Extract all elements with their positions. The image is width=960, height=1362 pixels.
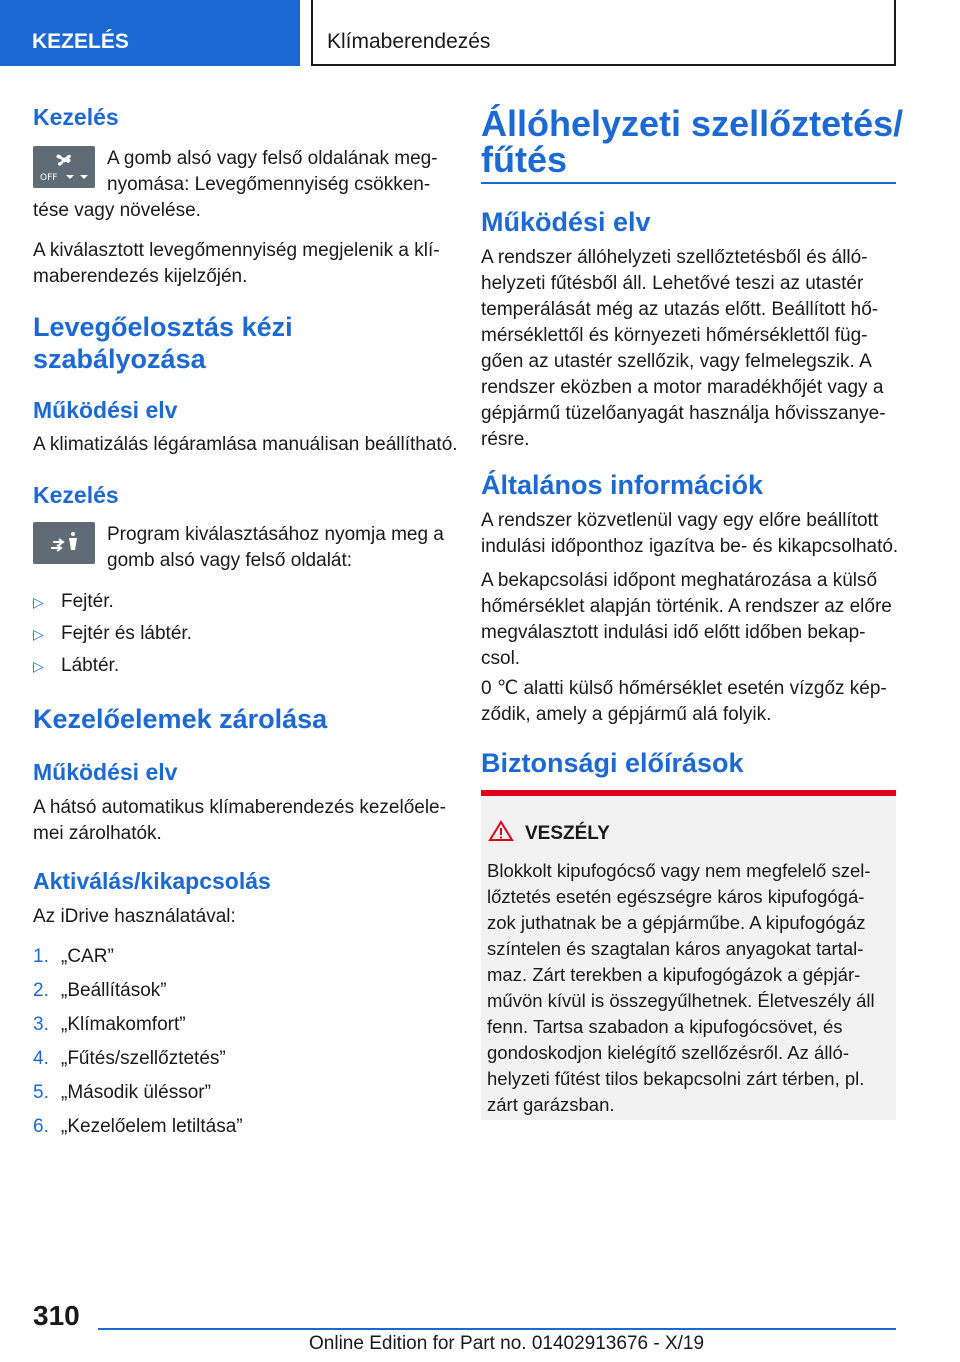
warning-title: VESZÉLY <box>525 823 610 844</box>
heading-rule <box>481 182 896 184</box>
paragraph-line: gépjármű tüzelőanyagát használja hővisszanye- <box>481 403 886 424</box>
kezeles-text-3: tése vagy növelése. <box>33 200 201 221</box>
step-number: 5. <box>33 1082 49 1103</box>
list-item <box>33 944 114 970</box>
paragraph-line: A rendszer közvetlenül vagy egy előre beállított <box>481 510 879 531</box>
heading-mukodesi-elv: Működési elv <box>481 207 651 237</box>
kezeles-text-1: A gomb alsó vagy felső oldalának meg- <box>107 148 438 169</box>
step-number: 3. <box>33 1014 49 1035</box>
kezeles-label-2: Kezelés <box>33 482 119 508</box>
warning-line: Blokkolt kipufogócső vagy nem megfelelő szel- <box>487 860 871 881</box>
kezeles-text-2: nyomása: Levegőmennyiség csökken- <box>107 174 431 195</box>
mukodesi-elv-label-1: Működési elv <box>33 397 178 423</box>
footer-edition: Online Edition for Part no. 01402913676 - X/19 <box>309 1333 705 1354</box>
step-text: „CAR” <box>61 946 114 967</box>
footer-rule <box>98 1328 896 1330</box>
list-item-text: Fejtér és lábtér. <box>61 623 192 644</box>
step-number: 2. <box>33 980 49 1001</box>
warning-line: fenn. Tartsa szabadon a kipufogócsövet, és <box>487 1016 843 1037</box>
main-heading-1: Állóhelyzeti szellőztetés/ <box>481 103 904 144</box>
list-item-text: Fejtér. <box>61 591 114 612</box>
list-item <box>33 978 167 1004</box>
main-heading-2: fűtés <box>481 139 568 180</box>
paragraph-line: hőmérséklet alapján történik. A rendszer az előre <box>481 596 892 617</box>
list-item <box>33 1012 186 1038</box>
step-number: 1. <box>33 946 49 967</box>
header-chapter: Klímaberendezés <box>311 0 896 66</box>
mukodesi-elv-label-2: Működési elv <box>33 759 178 785</box>
paragraph-line: megválasztott indulási idő előtt időben bekap- <box>481 622 866 643</box>
off-text: OFF <box>40 173 58 183</box>
warning-line: helyzeti fűtést tilos bekapcsolni zárt térben, pl. <box>487 1068 865 1089</box>
airflow-icon <box>33 522 95 564</box>
paragraph-line: ződik, amely a gépjármű alá folyik. <box>481 704 772 725</box>
airflow-button-icon <box>33 522 95 564</box>
paragraph-line: temperálását még az utazás előtt. Beállított hő- <box>481 299 879 320</box>
paragraph-line: 0 ℃ alatti külső hőmérséklet esetén vízgőz kép- <box>481 678 887 699</box>
fan-button-icon <box>33 146 95 188</box>
step-text: „Fűtés/szellőztetés” <box>61 1048 226 1069</box>
heading-levegoelosztas-1: Levegőelosztás kézi <box>33 312 293 342</box>
step-number: 4. <box>33 1048 49 1069</box>
paragraph-line: csol. <box>481 648 521 669</box>
warning-line: zok juthatnak be a gépjárműbe. A kipufogógáz <box>487 912 866 933</box>
list-item <box>33 653 119 679</box>
paragraph-line: rendszer eközben a motor maradékhőjét vagy a <box>481 377 884 398</box>
list-item <box>33 1080 211 1106</box>
warning-line: zárt garázsban. <box>487 1094 615 1115</box>
mukodesi-elv-text-1: A klimatizálás légáramlása manuálisan beállítható. <box>33 434 458 455</box>
warning-line: művön kívül is összegyűlhetnek. Életveszély áll <box>487 990 875 1011</box>
heading-biztonsagi: Biztonsági előírások <box>481 748 744 778</box>
list-item <box>33 589 114 615</box>
kezeles2-text-2: gomb alsó vagy felső oldalát: <box>107 550 353 571</box>
paragraph-line: A bekapcsolási időpont meghatározása a külső <box>481 570 878 591</box>
paragraph-line: helyzeti fűtésből áll. Lehetővé teszi az utastér <box>481 273 864 294</box>
triangle-bullet-icon: ▷ <box>33 594 44 610</box>
warning-line: lőztetés esetén egészségre káros kipufogógá- <box>487 886 865 907</box>
list-item-text: Lábtér. <box>61 655 120 676</box>
warning-triangle-icon <box>488 820 514 842</box>
mukodesi-elv-text-2b: mei zárolhatók. <box>33 823 162 844</box>
step-text: „Klímakomfort” <box>61 1014 186 1035</box>
mukodesi-elv-text-2a: A hátsó automatikus klímaberendezés kezelőele- <box>33 797 446 818</box>
step-text: „Második üléssor” <box>61 1082 211 1103</box>
step-text: „Kezelőelem letiltása” <box>61 1116 243 1137</box>
list-item <box>33 1114 243 1140</box>
paragraph-line: indulási időponthoz igazítva be- és kikapcsolható. <box>481 536 899 557</box>
heading-altalanos: Általános információk <box>481 470 764 500</box>
list-item <box>33 621 192 647</box>
kezeles2-text-1: Program kiválasztásához nyomja meg a <box>107 524 444 545</box>
warning-line: színtelen és szagtalan káros anyagokat tartal- <box>487 938 864 959</box>
warning-box <box>481 790 896 1120</box>
triangle-bullet-icon: ▷ <box>33 658 44 674</box>
warning-line: maz. Zárt terekben a kipufogógázok a gépjár- <box>487 964 861 985</box>
paragraph-line: gően az utastér szellőzik, vagy felmelegszik. A <box>481 351 872 372</box>
aktivalas-text: Az iDrive használatával: <box>33 906 236 927</box>
kezeles-label: Kezelés <box>33 104 119 130</box>
levegomennyiseg-text-1: A kiválasztott levegőmennyiség megjelenik a klí- <box>33 240 440 261</box>
paragraph-line: mérséklettől és környezeti hőmérséklettől füg- <box>481 325 868 346</box>
warning-line: gondoskodjon kielégítő szellőzésről. Az álló- <box>487 1042 849 1063</box>
triangle-bullet-icon: ▷ <box>33 626 44 642</box>
step-number: 6. <box>33 1116 49 1137</box>
levegomennyiseg-text-2: maberendezés kijelzőjén. <box>33 266 248 287</box>
heading-levegoelosztas-2: szabályozása <box>33 344 206 374</box>
heading-kezeloelemek: Kezelőelemek zárolása <box>33 704 328 734</box>
list-item <box>33 1046 226 1072</box>
page-number: 310 <box>33 1300 80 1331</box>
aktivalas-label: Aktiválás/kikapcsolás <box>33 868 271 894</box>
fan-icon <box>33 146 95 188</box>
paragraph-line: A rendszer állóhelyzeti szellőztetésből és álló- <box>481 247 868 268</box>
step-text: „Beállítások” <box>61 980 167 1001</box>
paragraph-line: résre. <box>481 429 530 450</box>
header-section: KEZELÉS <box>0 0 300 66</box>
